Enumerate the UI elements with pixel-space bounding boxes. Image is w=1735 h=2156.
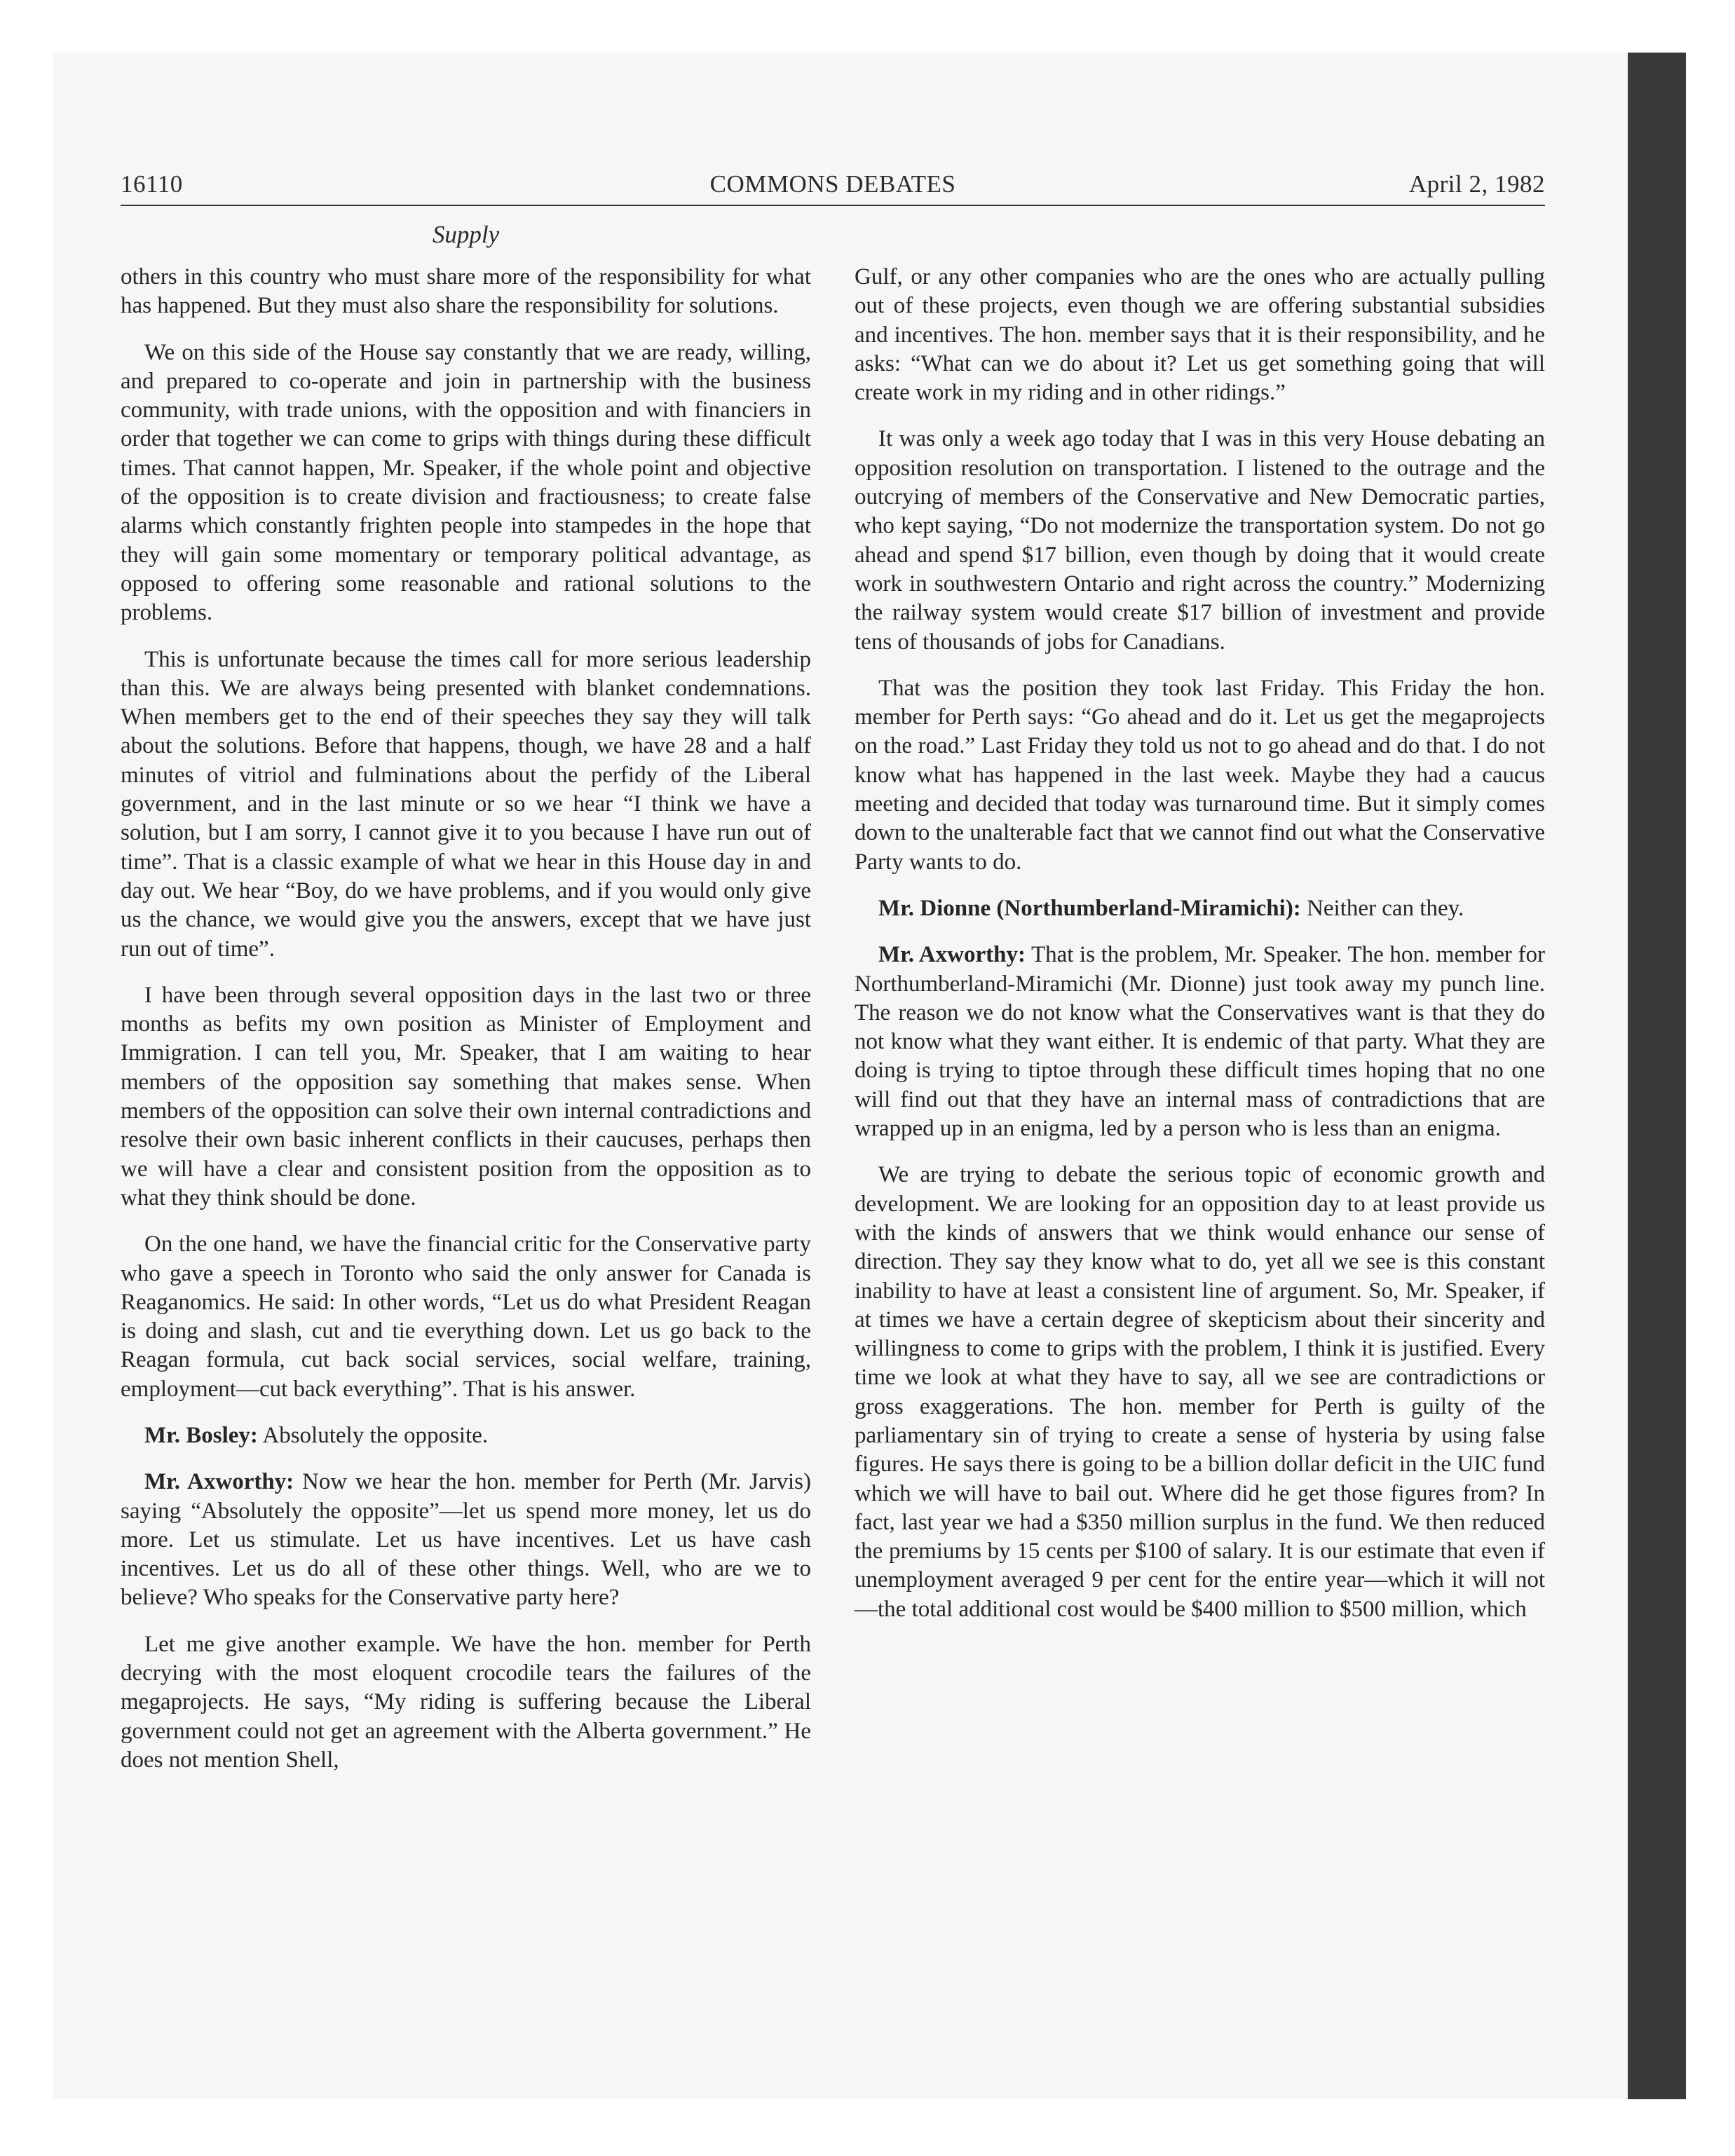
paragraph: others in this country who must share more of the responsibility for what has happened. But they must also share the responsibility for solutions. [121, 264, 811, 319]
speech-paragraph [121, 1421, 811, 1450]
paragraph: Gulf, or any other companies who are the ones who are actually pulling out of these projects, even though we are offering substantial subsidies and incentives. The hon. member says that it is their responsibility, and he asks: “What can we do about it? Let us get something going that will create work in my riding and in other ridings.” [855, 264, 1545, 406]
speech-text: Now we hear the hon. member for Perth (Mr. Jarvis) saying “Absolutely the opposite”—let us spend more money, let us do more. Let us stimulate. Let us have incentives. Let us have cash incentives. Let us do all of these other things. Well, who are we to believe? Who speaks for the Conservative party here? [121, 1469, 811, 1611]
left-column [121, 263, 811, 1792]
speaker-name: Mr. Axworthy: [878, 942, 1026, 968]
paragraph: It was only a week ago today that I was in this very House debating an opposition resolution on transportation. I listened to the outrage and the outcrying of members of the Conservative and New Democratic parties, who kept saying, “Do not modernize the transportation system. Do not go ahead and spend $17 billion, even though by doing that it would create work in southwestern Ontario and right across the country.” Modernizing the railway system would create $17 billion of investment and provide tens of thousands of jobs for Canadians. [855, 426, 1545, 655]
paragraph: We are trying to debate the serious topic of economic growth and development. We are looking for an opposition day to at least provide us with the kinds of answers that we think would enhance our sense of direction. They say they know what to do, yet all we see is this constant inability to have at least a consistent line of argument. So, Mr. Speaker, if at times we have a certain degree of skepticism about their sincerity and willingness to come to grips with the problem, I think it is justified. Every time we look at what they have to say, all we see are contradictions or gross exaggerations. The hon. member for Perth is guilty of the parliamentary sin of trying to create a sense of hysteria by using false figures. He says there is going to be a billion dollar deficit in the UIC fund which we will have to bail out. Where did he get those figures from? In fact, last year we had a $350 million surplus in the fund. We then reduced the premiums by 15 cents per $100 of salary. It is our estimate that even if unemployment averaged 9 per cent for the entire year—which it will not—the total additional cost would be $400 million to $500 million, which [855, 1162, 1545, 1622]
scan-edge [1628, 53, 1686, 2099]
speech-paragraph [121, 1468, 811, 1612]
section-title: Supply [432, 221, 500, 248]
paragraph: I have been through several opposition days in the last two or three months as befits my own position as Minister of Employment and Immigration. I can tell you, Mr. Speaker, that I am waiting to hear members of the opposition say something that makes sense. When members of the opposition can solve their own internal contradictions and resolve their own basic inherent conflicts in their caucuses, perhaps then we will have a clear and consistent position from the opposition as to what they think should be done. [121, 982, 811, 1210]
speaker-name: Mr. Dionne (Northumberland-Miramichi): [878, 895, 1301, 921]
speech-paragraph [855, 894, 1545, 923]
speaker-name: Mr. Bosley: [144, 1422, 258, 1448]
journal-title: COMMONS DEBATES [709, 170, 956, 198]
issue-date: April 2, 1982 [1408, 170, 1545, 198]
page-number: 16110 [121, 170, 183, 198]
speech-text: That is the problem, Mr. Speaker. The hon. member for Northumberland-Miramichi (Mr. Dionne) just took away my punch line. The reason we do not know what the Conservatives want is that they do not know what they want either. It is endemic of that party. What they are doing is trying to tiptoe through these difficult times hoping that no one will find out that they have an internal mass of contradictions that are wrapped up in an enigma, led by a person who is less than an enigma. [855, 942, 1545, 1142]
paragraph: On the one hand, we have the financial critic for the Conservative party who gave a speech in Toronto who said the only answer for Canada is Reaganomics. He said: In other words, “Let us do what President Reagan is doing and slash, cut and tie everything down. Let us go back to the Reagan formula, cut back social services, social welfare, training, employment—cut back everything”. That is his answer. [121, 1231, 811, 1402]
speech-paragraph [855, 941, 1545, 1143]
page-header [121, 170, 1545, 205]
paragraph: Let me give another example. We have the hon. member for Perth decrying with the most eloquent crocodile tears the failures of the megaprojects. He says, “My riding is suffering because the Liberal government could not get an agreement with the Alberta government.” He does not mention Shell, [121, 1631, 811, 1773]
header-rule [121, 205, 1545, 206]
speech-text: Neither can they. [1307, 895, 1464, 921]
speaker-name: Mr. Axworthy: [144, 1469, 294, 1495]
paragraph: We on this side of the House say constantly that we are ready, willing, and prepared to co-operate and join in partnership with the business community, with trade unions, with the opposition and with financiers in order that together we can come to grips with things during these difficult times. That cannot happen, Mr. Speaker, if the whole point and objective of the opposition is to create division and fractiousness; to create false alarms which constantly frighten people into stampedes in the hope that they will gain some momentary or temporary political advantage, as opposed to offering some reasonable and rational solutions to the problems. [121, 339, 811, 626]
speech-text: Absolutely the opposite. [262, 1422, 489, 1448]
paragraph: That was the position they took last Friday. This Friday the hon. member for Perth says: “Go ahead and do it. Let us get the megaprojects on the road.” Last Friday they told us not to go ahead and do that. I do not know what has happened in the last week. Maybe they had a caucus meeting and decided that today was turnaround time. But it simply comes down to the unalterable fact that we cannot find out what the Conservative Party wants to do. [855, 675, 1545, 875]
paragraph: This is unfortunate because the times call for more serious leadership than this. We are always being presented with blanket condemnations. When members get to the end of their speeches they say they will talk about the solutions. Before that happens, though, we have 28 and a half minutes of vitriol and fulminations about the perfidy of the Liberal government, and in the last minute or so we hear “I think we have a solution, but I am sorry, I cannot give it to you because I have run out of time”. That is a classic example of what we hear in this House day in and day out. We hear “Boy, do we have problems, and if you would only give us the chance, we would give you the answers, except that we have just run out of time”. [121, 646, 811, 962]
right-column [855, 263, 1545, 1642]
